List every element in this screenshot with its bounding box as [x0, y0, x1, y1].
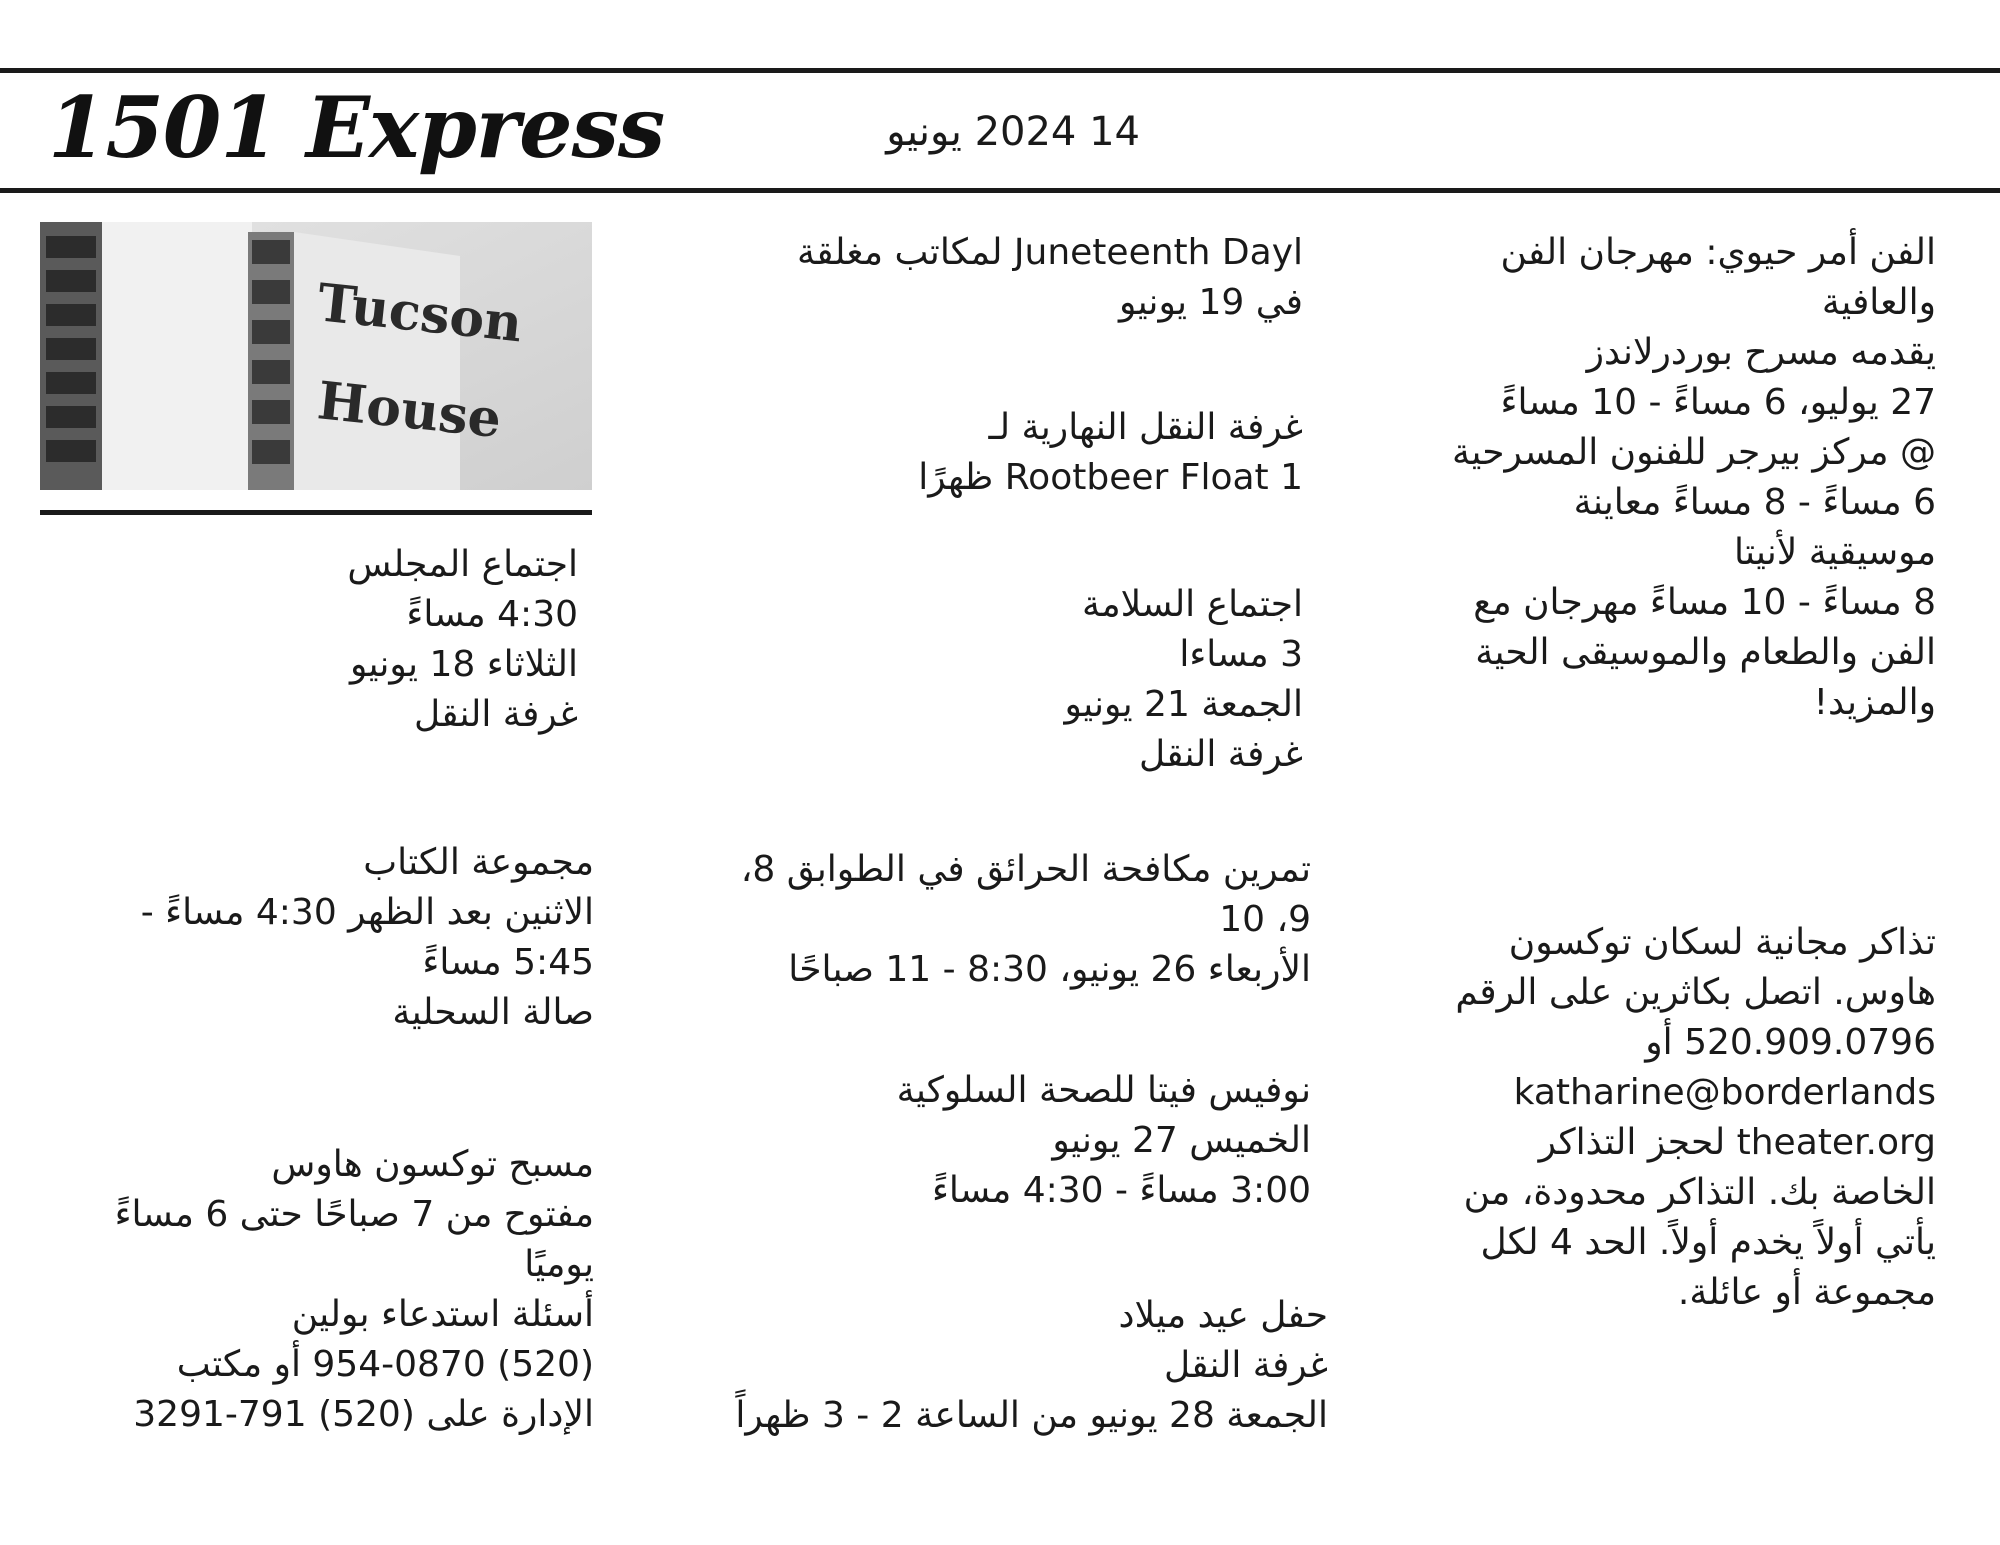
- rootbeer-float-event: [640, 403, 1303, 503]
- photo-divider: [40, 510, 592, 515]
- book-club-line-1: مجموعة الكتاب: [363, 842, 594, 883]
- novis-line-3: 3:00 مساءً - 4:30 مساءً: [931, 1170, 1311, 1211]
- council-line-1: اجتماع المجلس: [347, 544, 578, 585]
- fire-drill-line-2: 9، 10: [1219, 899, 1311, 940]
- tickets-email-line-1: katharine@borderlands: [1513, 1072, 1936, 1113]
- column-left: [30, 540, 608, 1490]
- book-club-event: [30, 838, 594, 1038]
- newsletter-title: 1501 Express: [48, 78, 665, 177]
- pool-line-2: مفتوح من 7 صباحًا حتى 6 مساءً: [114, 1194, 594, 1235]
- art-festival-line-1: 8 مساءً - 10 مساءً مهرجان مع: [1473, 582, 1936, 623]
- birthday-line-2: غرفة النقل: [1164, 1345, 1328, 1386]
- novis-line-2: الخميس 27 يونيو: [1052, 1120, 1311, 1161]
- juneteenth-line-1: Juneteenth Dayl لمكاتب مغلقة: [796, 232, 1303, 273]
- pool-line-1: مسبح توكسون هاوس: [271, 1144, 594, 1185]
- safety-line-2: 3 مساءا: [1179, 634, 1303, 675]
- art-festival-line-3: والمزيد!: [1813, 682, 1936, 723]
- juneteenth-line-2: في 19 يونيو: [1118, 282, 1303, 323]
- birthday-party-event: [640, 1291, 1328, 1441]
- art-title-line-2: والعافية: [1821, 282, 1936, 323]
- birthday-line-1: حفل عيد ميلاد: [1118, 1295, 1328, 1336]
- safety-line-3: الجمعة 21 يونيو: [1064, 684, 1303, 725]
- masthead-top-rule: [0, 68, 2000, 73]
- pool-line-6: الإدارة على (520) 791-3291: [133, 1394, 594, 1435]
- art-festival-line-2: الفن والطعام والموسيقى الحية: [1475, 632, 1936, 673]
- book-club-line-4: صالة السحلية: [392, 992, 594, 1033]
- art-venue: @ مركز بيرجر للفنون المسرحية: [1452, 432, 1936, 473]
- council-line-4: غرفة النقل: [414, 694, 578, 735]
- pool-notice: [30, 1140, 594, 1440]
- column-right: [1370, 228, 1936, 1428]
- fire-drill-event: [640, 845, 1311, 995]
- tickets-line-1: تذاكر مجانية لسكان توكسون: [1508, 922, 1936, 963]
- pool-line-4: أسئلة استدعاء بولين: [291, 1294, 594, 1335]
- novis-vita-event: [640, 1066, 1311, 1216]
- tickets-line-8: مجموعة أو عائلة.: [1677, 1272, 1936, 1313]
- council-line-2: 4:30 مساءً: [406, 594, 578, 635]
- fire-drill-line-1: تمرين مكافحة الحرائق في الطوابق 8،: [740, 849, 1311, 890]
- safety-line-4: غرفة النقل: [1139, 734, 1303, 775]
- tickets-email-line-2: theater.org لحجز التذاكر: [1538, 1122, 1936, 1163]
- birthday-line-3: الجمعة 28 يونيو من الساعة 2 - 3 ظهراً: [735, 1395, 1328, 1436]
- masthead-bottom-rule: [0, 188, 2000, 193]
- issue-date: 14 2024 يونيو: [886, 109, 1140, 155]
- tickets-line-7: يأتي أولاً يخدم أولاً. الحد 4 لكل: [1480, 1222, 1936, 1263]
- tickets-notice: [1370, 918, 1936, 1318]
- art-preview-line-1: 6 مساءً - 8 مساءً معاينة: [1573, 482, 1936, 523]
- pool-line-5: (520) 954-0870 أو مكتب: [176, 1344, 594, 1385]
- art-presenter: يقدمه مسرح بوردرلاندز: [1586, 332, 1936, 373]
- sign-line-2: House: [314, 370, 504, 451]
- book-club-line-2: الاثنين بعد الظهر 4:30 مساءً -: [140, 892, 594, 933]
- book-club-line-3: 5:45 مساءً: [422, 942, 594, 983]
- pool-line-3: يوميًا: [524, 1244, 594, 1285]
- column-middle: [640, 228, 1340, 1478]
- art-title-line-1: الفن أمر حيوي: مهرجان الفن: [1500, 232, 1936, 273]
- tickets-line-3: 520.909.0796 أو: [1645, 1022, 1936, 1063]
- safety-line-1: اجتماع السلامة: [1082, 584, 1303, 625]
- tickets-line-6: الخاصة بك. التذاكر محدودة، من: [1463, 1172, 1936, 1213]
- novis-line-1: نوفيس فيتا للصحة السلوكية: [896, 1070, 1311, 1111]
- council-meeting-event: [30, 540, 578, 740]
- tickets-line-2: هاوس. اتصل بكاثرين على الرقم: [1455, 972, 1936, 1013]
- fire-drill-line-3: الأربعاء 26 يونيو، 8:30 - 11 صباحًا: [788, 949, 1311, 990]
- rootbeer-line-2: Rootbeer Float 1 ظهرًا: [918, 457, 1303, 498]
- tucson-house-photo: [40, 222, 592, 490]
- art-festival-article: [1370, 228, 1936, 728]
- art-preview-line-2: موسيقية لأنيتا: [1734, 532, 1936, 573]
- juneteenth-notice: [640, 228, 1303, 328]
- art-date: 27 يوليو، 6 مساءً - 10 مساءً: [1500, 382, 1936, 423]
- safety-meeting-event: [640, 580, 1303, 780]
- council-line-3: الثلاثاء 18 يونيو: [349, 644, 578, 685]
- sign-line-1: Tucson: [314, 272, 526, 355]
- rootbeer-line-1: غرفة النقل النهارية لـ: [988, 407, 1303, 448]
